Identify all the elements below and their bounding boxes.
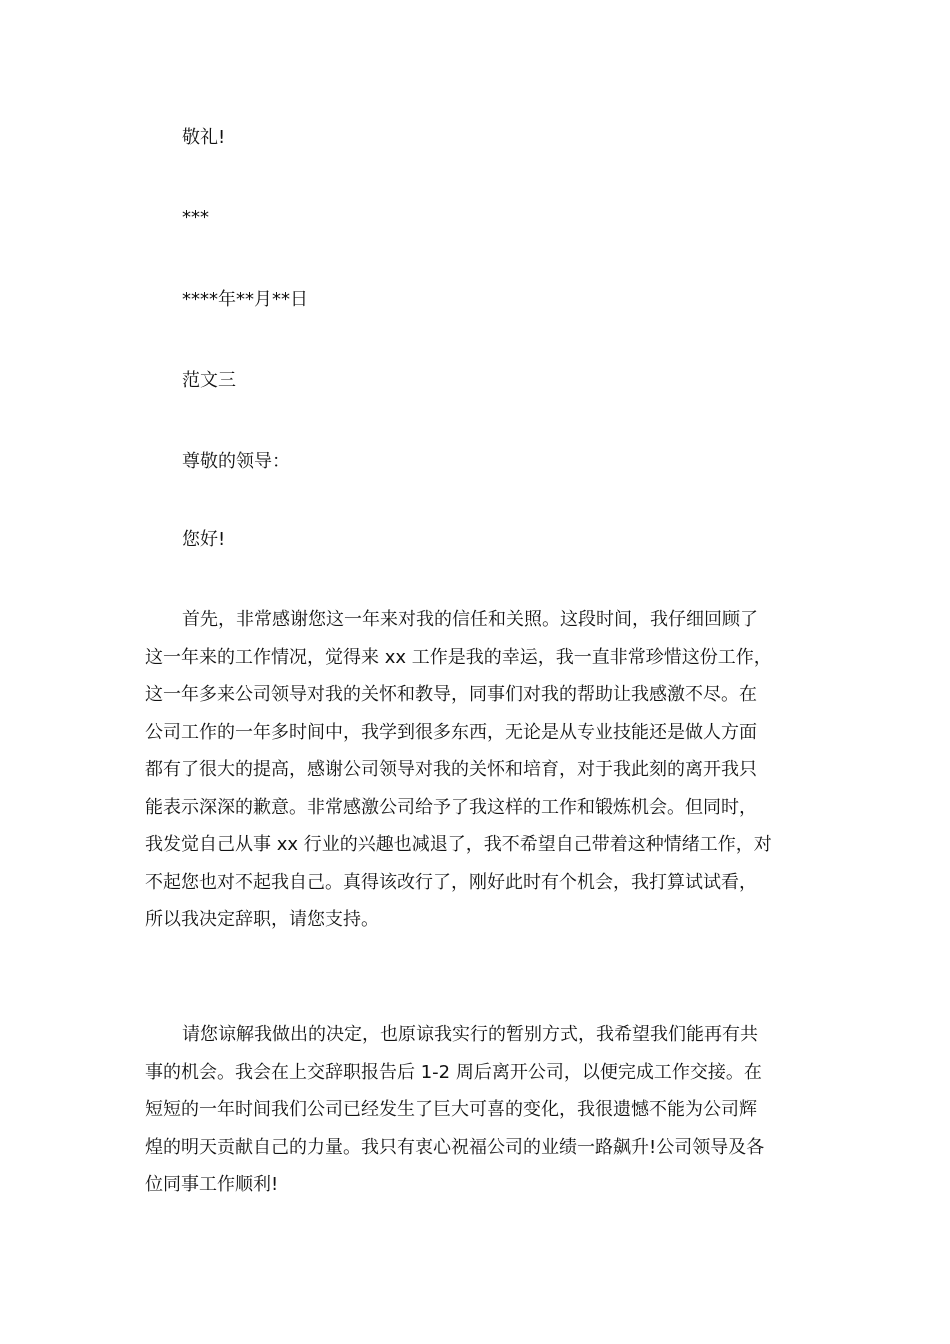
paragraph-line: 都有了很大的提高，感谢公司领导对我的关怀和培育，对于我此刻的离开我只	[145, 759, 757, 780]
signature-line: ***	[182, 207, 209, 228]
body-paragraph-1	[145, 601, 805, 939]
body-paragraph-2	[145, 1016, 805, 1204]
paragraph-line: 事的机会。我会在上交辞职报告后 1-2 周后离开公司，以便完成工作交接。在	[145, 1061, 762, 1083]
paragraph-line: 所以我决定辞职，请您支持。	[145, 909, 379, 930]
date-line: ****年**月**日	[182, 289, 308, 310]
closing-line: 敬礼!	[182, 127, 226, 148]
paragraph-line: 首先，非常感谢您这一年来对我的信任和关照。这段时间，我仔细回顾了	[182, 609, 758, 630]
paragraph-line: 公司工作的一年多时间中，我学到很多东西，无论是从专业技能还是做人方面	[145, 721, 757, 743]
salutation: 尊敬的领导：	[182, 451, 290, 472]
paragraph-line: 能表示深深的歉意。非常感激公司给予了我这样的工作和锻炼机会。但同时，	[145, 796, 757, 818]
greeting: 您好!	[182, 529, 226, 550]
paragraph-line: 短短的一年时间我们公司已经发生了巨大可喜的变化，我很遗憾不能为公司辉	[145, 1099, 757, 1120]
paragraph-line: 这一年来的工作情况，觉得来 xx 工作是我的幸运，我一直非常珍惜这份工作，	[145, 646, 772, 668]
section-title: 范文三	[182, 370, 236, 391]
paragraph-line: 请您谅解我做出的决定，也原谅我实行的暂别方式，我希望我们能再有共	[182, 1024, 758, 1045]
paragraph-line: 位同事工作顺利!	[145, 1174, 279, 1195]
paragraph-line: 煌的明天贡献自己的力量。我只有衷心祝福公司的业绩一路飙升!公司领导及各	[145, 1136, 765, 1158]
paragraph-line: 我发觉自己从事 xx 行业的兴趣也减退了，我不希望自己带着这种情绪工作，对	[145, 834, 772, 855]
paragraph-line: 这一年多来公司领导对我的关怀和教导，同事们对我的帮助让我感激不尽。在	[145, 684, 757, 705]
paragraph-line: 不起您也对不起我自己。真得该改行了，刚好此时有个机会，我打算试试看，	[145, 871, 757, 893]
